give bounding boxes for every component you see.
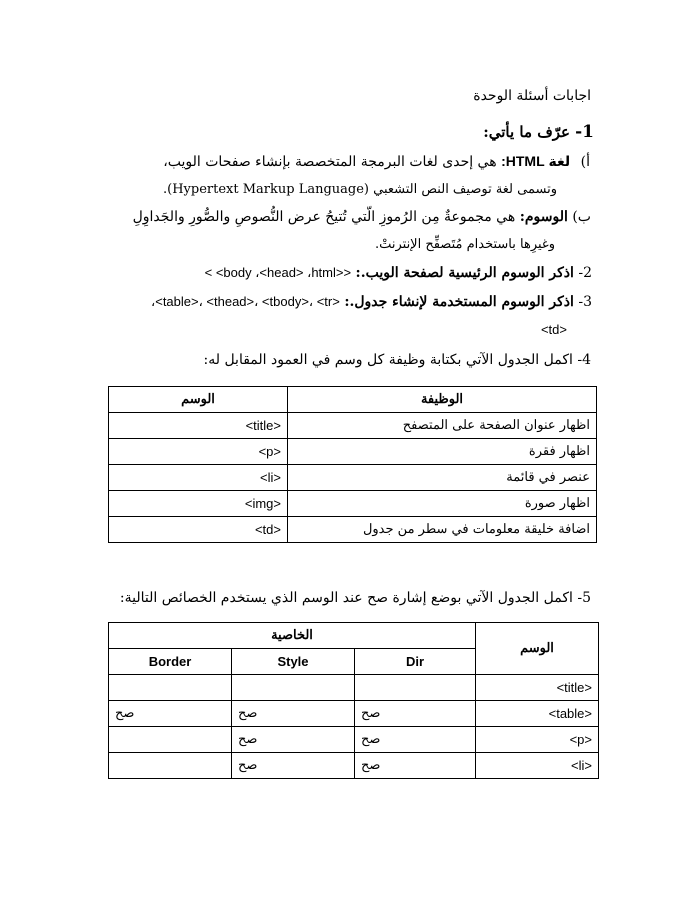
- q1-b-term: الوسوم:: [519, 209, 568, 225]
- header-tag: الوسم: [476, 623, 599, 675]
- q1-a-marker: أ): [580, 154, 590, 170]
- style-cell: [232, 675, 355, 701]
- q2-answer: <<body ،<head> ،html> >: [204, 265, 352, 280]
- style-cell: صح: [232, 701, 355, 727]
- q1-a-line2: وتسمى لغة توصيف النص التشعبي (Hypertext Markup Language).: [162, 182, 557, 197]
- dir-cell: صح: [355, 753, 476, 779]
- q2-number: 2-: [578, 265, 592, 281]
- dir-cell: صح: [355, 727, 476, 753]
- q5-instruction: 5- اكمل الجدول الآتي بوضع إشارة صح عند الوسم الذي يستخدم الخصائص التالية:: [119, 590, 591, 606]
- q1-b-line2: وغيرِها باستخدام مُتَصفِّح الإنترنتْ.: [374, 237, 555, 252]
- border-cell: [109, 675, 232, 701]
- tag-cell: <table>: [476, 701, 599, 727]
- q3-heading: اذكر الوسوم المستخدمة لإنشاء جدول.:: [344, 294, 574, 310]
- header-border: Border: [109, 649, 232, 675]
- function-cell: اظهار صورة: [288, 491, 597, 517]
- q1-heading: عرّف ما يأتي:: [483, 123, 570, 141]
- q1-b-line: [133, 209, 591, 225]
- q1-b-text: هي مجموعةٌ مِن الرُموزِ الّتي تُتيحُ عرض النُّصوصِ والصُّورِ والجَداوِلِ: [132, 209, 516, 225]
- function-cell: عنصر في قائمة: [288, 465, 597, 491]
- q1-b-marker: ب): [572, 209, 591, 225]
- q1-a-text: هي إحدى لغات البرمجة المتخصصة بإنشاء صفحات الويب،: [163, 154, 497, 170]
- header-tag: الوسم: [109, 387, 288, 413]
- q2-heading: اذكر الوسوم الرئيسية لصفحة الويب.:: [355, 265, 574, 281]
- q1-a-line: [163, 153, 590, 170]
- q3-number: 3-: [578, 294, 592, 310]
- tag-cell: <li>: [109, 465, 288, 491]
- table-row: [109, 491, 597, 517]
- border-cell: صح: [109, 701, 232, 727]
- tag-cell: <title>: [476, 675, 599, 701]
- function-cell: اضافة خليقة معلومات في سطر من جدول: [288, 517, 597, 543]
- tag-cell: <img>: [109, 491, 288, 517]
- q2-line: [205, 265, 592, 281]
- table-row: [109, 753, 599, 779]
- header-property: الخاصية: [109, 623, 476, 649]
- table-row: [109, 465, 597, 491]
- table-header-row: [109, 387, 597, 413]
- dir-cell: [355, 675, 476, 701]
- tag-cell: <title>: [109, 413, 288, 439]
- tag-cell: <p>: [109, 439, 288, 465]
- header-function: الوظيفة: [288, 387, 597, 413]
- page-title: اجابات أسئلة الوحدة: [473, 88, 591, 104]
- function-cell: اظهار فقرة: [288, 439, 597, 465]
- table-row: [109, 413, 597, 439]
- tag-cell: <td>: [109, 517, 288, 543]
- tag-function-table: [108, 386, 597, 543]
- table-header-row: [109, 623, 599, 649]
- header-style: Style: [232, 649, 355, 675]
- style-cell: صح: [232, 753, 355, 779]
- style-cell: صح: [232, 727, 355, 753]
- table-row: [109, 517, 597, 543]
- table-row: [109, 439, 597, 465]
- tag-cell: <p>: [476, 727, 599, 753]
- table-row: [109, 727, 599, 753]
- q1-heading-line: [483, 122, 594, 142]
- header-dir: Dir: [355, 649, 476, 675]
- q3-answer: <table>، <thead>، <tbody>، <tr>،: [151, 294, 340, 309]
- table-row: [109, 701, 599, 727]
- table-row: [109, 675, 599, 701]
- border-cell: [109, 753, 232, 779]
- q1-number: 1-: [575, 122, 594, 142]
- border-cell: [109, 727, 232, 753]
- dir-cell: صح: [355, 701, 476, 727]
- tag-cell: <li>: [476, 753, 599, 779]
- q4-instruction: 4- اكمل الجدول الآتي بكتابة وظيفة كل وسم في العمود المقابل له:: [203, 352, 591, 368]
- q3-answer-line2: <td>: [540, 322, 567, 337]
- property-table: [108, 622, 599, 779]
- function-cell: اظهار عنوان الصفحة على المتصفح: [288, 413, 597, 439]
- q1-a-term: لغة HTML:: [501, 153, 571, 169]
- q3-line: [151, 294, 592, 310]
